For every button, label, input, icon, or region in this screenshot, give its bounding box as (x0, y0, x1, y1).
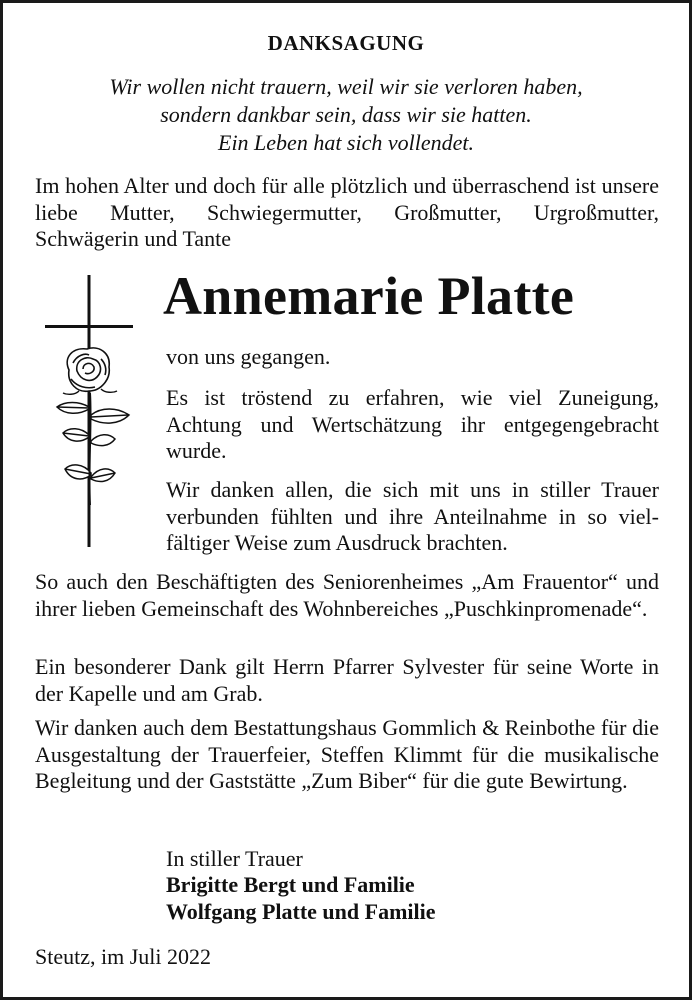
deceased-name: Annemarie Platte (163, 266, 575, 326)
memorial-quote (3, 73, 689, 157)
funeral-thanks-paragraph: Wir danken auch dem Bestattungshaus Gommlich & Reinbothe für die Ausgestaltung der Trauerfeier, Steffen Klimmt für die musikalische Begleitung und der Gaststätte „Zum Biber“ für die gute Bewirtung. (35, 715, 659, 793)
pastor-thanks-paragraph: Ein besonderer Dank gilt Herrn Pfarrer Sylvester für seine Worte in der Kapelle und am Grab. (35, 654, 659, 706)
staff-thanks-paragraph: So auch den Beschäftigten des Seniorenheimes „Am Frauentor“ und ihrer lieben Gemeinschaft des Wohnbereiches „Puschkinpromenade“. (35, 569, 659, 621)
comfort-paragraph: Es ist tröstend zu erfahren, wie viel Zuneigung, Achtung und Wertschätzung ihr entgegengebracht wurde. (166, 385, 659, 463)
quote-line: Ein Leben hat sich vollendet. (218, 130, 474, 155)
intro-paragraph: Im hohen Alter und doch für alle plötzlich und überraschend ist unsere liebe Mutter, Schwiegermutter, Großmutter, Urgroßmutter, Schwägerin und Tante (35, 173, 659, 251)
quote-line: sondern dankbar sein, dass wir sie hatten. (160, 102, 532, 127)
thanks-paragraph: Wir danken allen, die sich mit uns in stiller Trauer verbunden fühlten und ihre Anteilnahme in so vielfältiger Weise zum Ausdruck brachten. (166, 477, 659, 555)
place-date: Steutz, im Juli 2022 (35, 944, 211, 969)
signature-family-1: Brigitte Bergt und Familie (166, 872, 415, 897)
cross-with-rose-icon (43, 275, 137, 550)
signature-intro: In stiller Trauer (166, 846, 303, 871)
signature-family-2: Wolfgang Platte und Familie (166, 899, 436, 924)
quote-line: Wir wollen nicht trauern, weil wir sie verloren haben, (109, 74, 583, 99)
passed-text: von uns gegangen. (166, 344, 331, 369)
notice-heading: DANKSAGUNG (267, 31, 425, 55)
